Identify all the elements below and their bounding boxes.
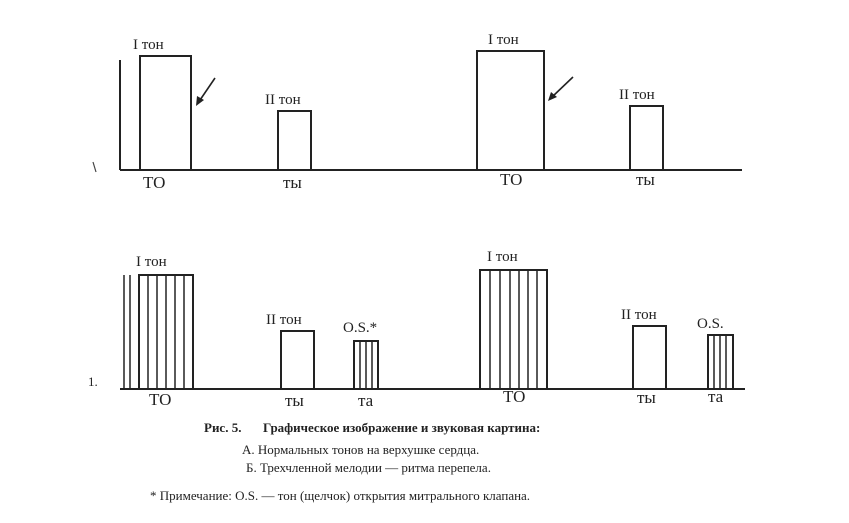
margin-tick-mark xyxy=(93,162,96,172)
diagram-a-syllable-ty-first: ты xyxy=(283,173,302,192)
diagram-a-tone2-bar-second xyxy=(630,106,663,170)
diagram-b-tone1-label-first: I тон xyxy=(136,254,167,270)
diagram-b xyxy=(120,270,745,389)
diagram-b-os-bar-first xyxy=(354,341,378,389)
caption-figure-number: Рис. 5. xyxy=(204,420,242,435)
diagram-b-syllable-ta-first: та xyxy=(358,391,374,410)
diagram-b-os-label-second: O.S. xyxy=(697,316,724,332)
diagram-a-tone1-bar-first xyxy=(140,56,191,170)
diagram-a-tone2-label-second: II тон xyxy=(619,87,655,103)
diagram-b-os-bar-second xyxy=(708,335,733,389)
diagram-a-tone1-bar-second xyxy=(477,51,544,170)
diagram-b-tone2-bar-first xyxy=(281,331,314,389)
diagram-b-syllable-to-first: ТО xyxy=(149,390,172,409)
caption-item-a: А. Нормальных тонов на верхушке сердца. xyxy=(242,442,480,457)
diagram-a-tone1-label-first: I тон xyxy=(133,37,164,53)
diagram-a-syllable-to-first: ТО xyxy=(143,173,166,192)
caption-note: * Примечание: O.S. — тон (щелчок) открытия митрального клапана. xyxy=(150,488,531,503)
diagram-a-tone1-label-second: I тон xyxy=(488,32,519,48)
diagram-b-os-label-first: O.S.* xyxy=(343,320,378,336)
caption-item-b: Б. Трехчленной мелодии — ритма перепела. xyxy=(246,460,491,475)
caption-subtitle: Графическое изображение и звуковая картина: xyxy=(263,420,541,435)
diagram-b-axis-mark: 1. xyxy=(88,374,98,389)
diagram-a-syllable-to-second: ТО xyxy=(500,170,523,189)
diagram-a-arrow-second xyxy=(552,77,573,97)
diagram-a-tone2-label-first: II тон xyxy=(265,92,301,108)
diagram-b-tone1-bar-first xyxy=(139,275,193,389)
diagram-b-syllable-ty-second: ты xyxy=(637,388,656,407)
diagram-a-tone2-bar-first xyxy=(278,111,311,170)
diagram-b-syllable-ty-first: ты xyxy=(285,391,304,410)
diagram-b-tone2-label-first: II тон xyxy=(266,312,302,328)
diagram-b-syllable-to-second: ТО xyxy=(503,387,526,406)
diagram-b-tone2-label-second: II тон xyxy=(621,307,657,323)
diagram-b-tone1-label-second: I тон xyxy=(487,249,518,265)
diagram-a-syllable-ty-second: ты xyxy=(636,170,655,189)
diagram-b-syllable-ta-second: та xyxy=(708,387,724,406)
diagram-b-tone2-bar-second xyxy=(633,326,666,389)
diagram-a-arrowhead-first xyxy=(196,96,204,106)
diagram-b-tone1-bar-second xyxy=(480,270,547,389)
diagram-a xyxy=(120,51,742,170)
